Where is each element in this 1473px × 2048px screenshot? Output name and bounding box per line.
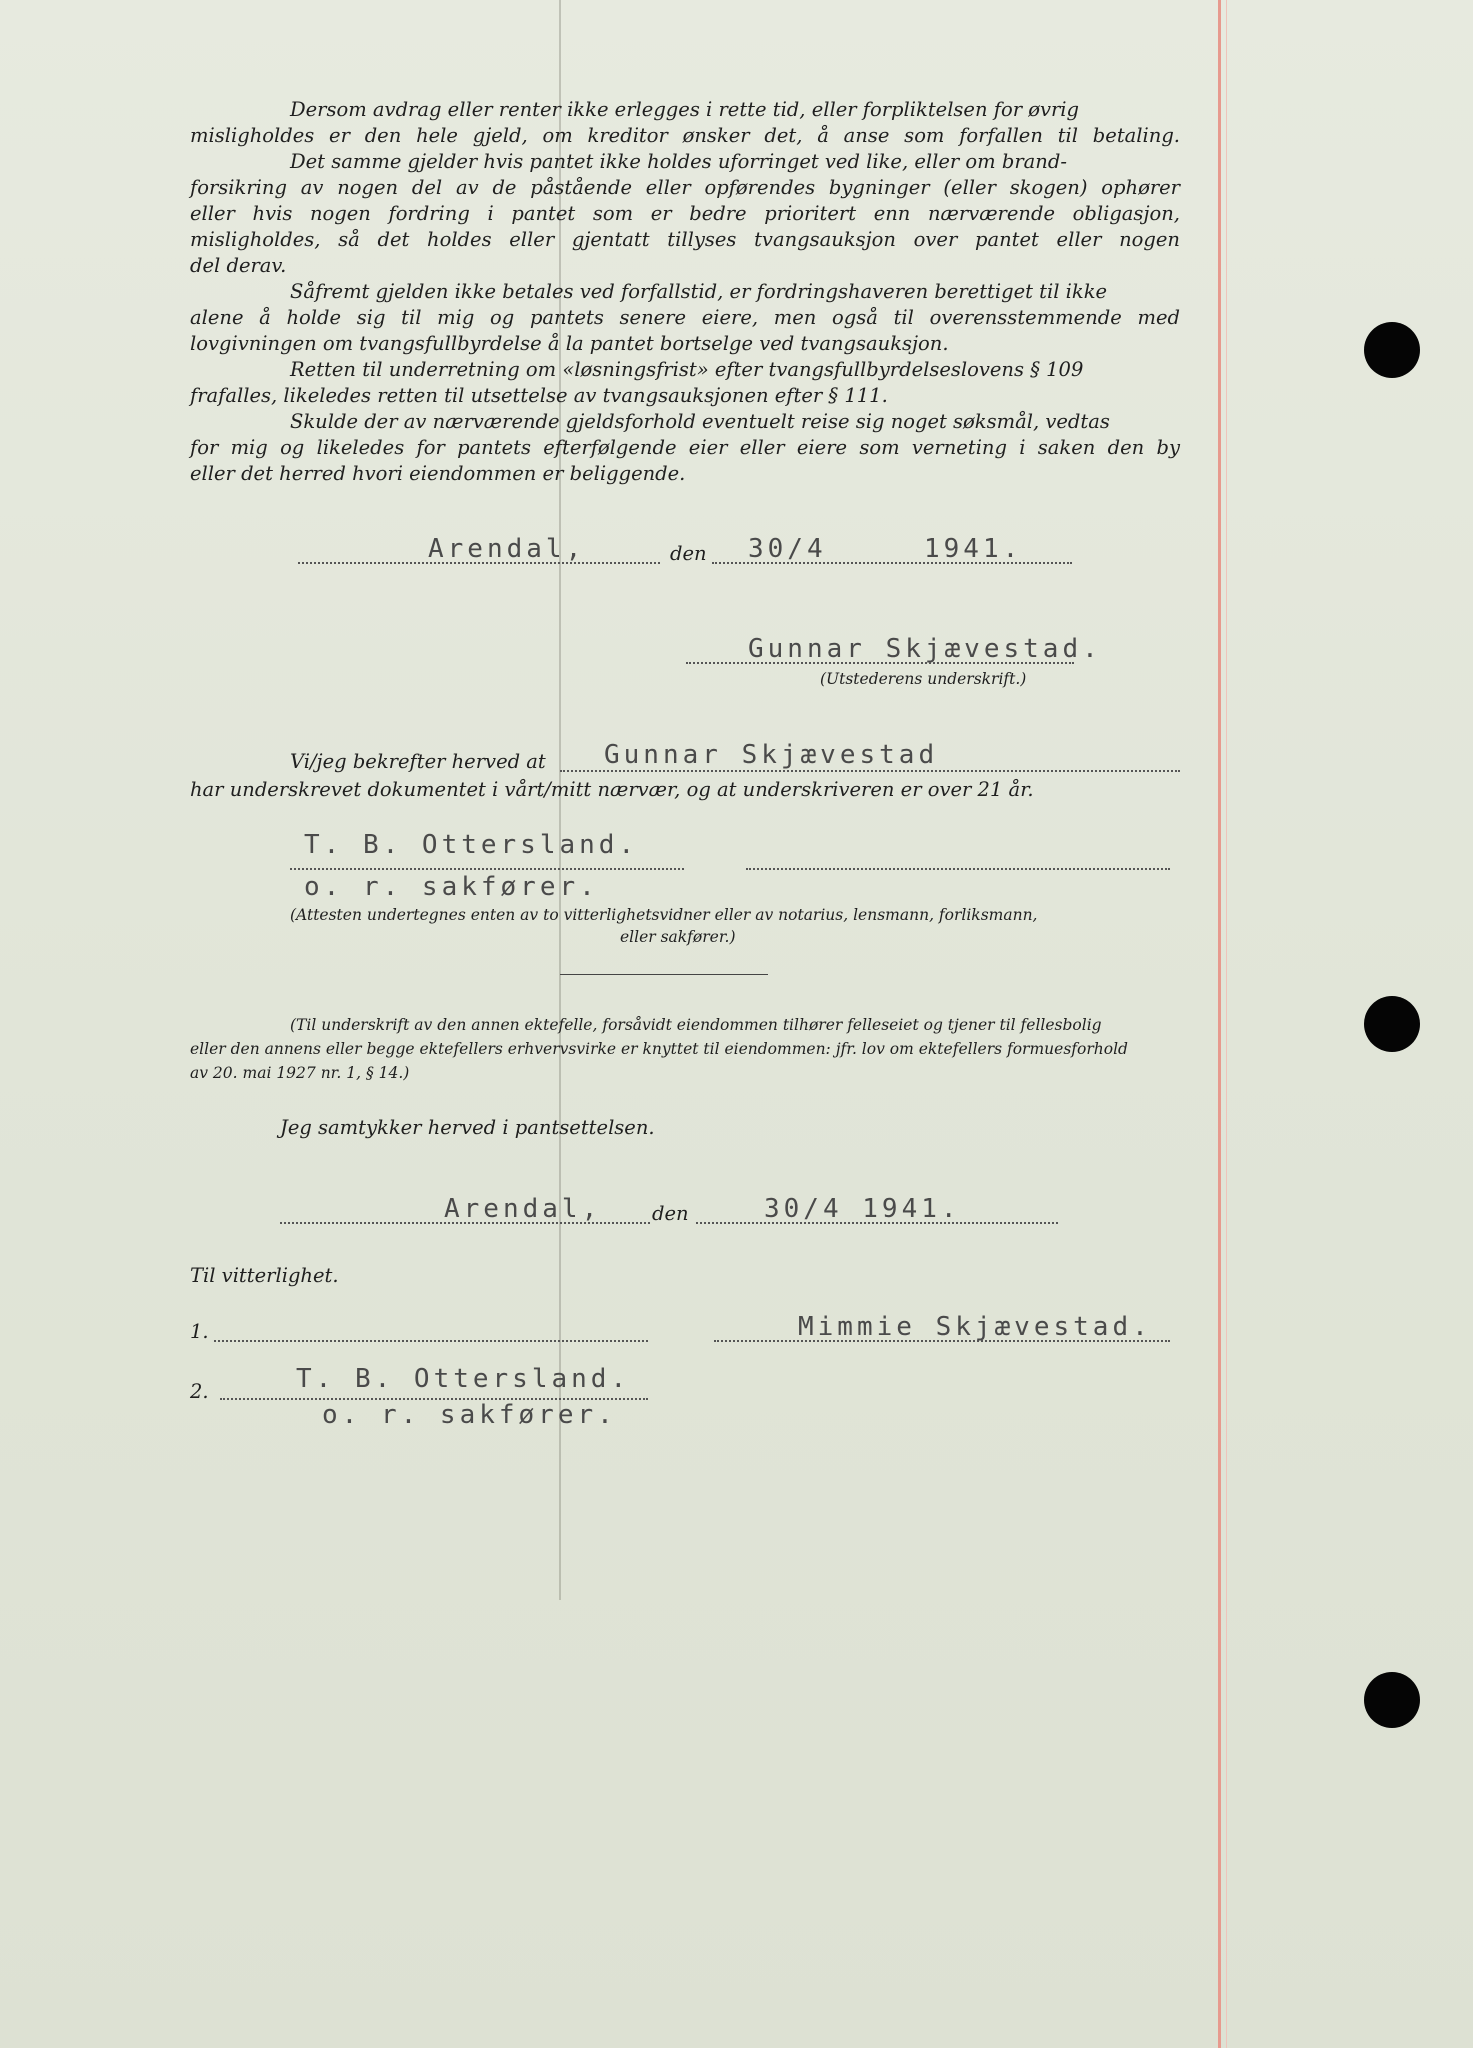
year-field: 1941. — [924, 534, 1023, 564]
punch-hole-middle — [1364, 996, 1420, 1052]
text-line: Skulde der av nærværende gjeldsforhold eventuelt reise sig noget søksmål, vedtas — [290, 410, 1110, 433]
signature-line — [290, 868, 684, 870]
attestation-note: (Attesten undertegnes enten av to vitterlighetsvidner eller av notarius, lensmann, forliksmann, — [290, 906, 1038, 924]
text-line: del derav. — [190, 254, 287, 277]
attestation-text: har underskrevet dokumentet i vårt/mitt nærvær, og at underskriveren er over 21 år. — [190, 778, 1034, 801]
issuer-caption: (Utstederens underskrift.) — [820, 670, 1027, 688]
red-margin-line-thin — [1226, 0, 1227, 2048]
place-field: Arendal, — [428, 534, 586, 564]
date-field: 30/4 — [748, 534, 827, 564]
witness-name: T. B. Ottersland. — [296, 1364, 631, 1394]
date-field: 30/4 1941. — [764, 1194, 961, 1224]
witness-heading: Til vitterlighet. — [190, 1264, 339, 1287]
dotted-line — [560, 770, 1180, 772]
text-line: misligholdes er den hele gjeld, om kreditor ønsker det, å anse som forfallen til betaling. — [190, 124, 1180, 147]
den-label: den — [652, 1202, 689, 1225]
text-line: Retten til underretning om «løsningsfrist» efter tvangsfullbyrdelseslovens § 109 — [290, 358, 1084, 381]
signer-name: Mimmie Skjævestad. — [798, 1312, 1152, 1342]
text-line: lovgivningen om tvangsfullbyrdelse å la pantet bortselge ved tvangsauksjon. — [190, 332, 949, 355]
witness-name: T. B. Ottersland. — [304, 830, 639, 860]
note-line: av 20. mai 1927 nr. 1, § 14.) — [190, 1064, 410, 1082]
signature-line — [214, 1340, 648, 1342]
text-line: eller hvis nogen fordring i pantet som er bedre prioritert enn nærværende obligasjon, — [190, 202, 1180, 225]
attestation-note: eller sakfører.) — [620, 928, 736, 946]
text-line: eller det herred hvori eiendommen er beliggende. — [190, 462, 686, 485]
witness-title: o. r. sakfører. — [322, 1400, 617, 1430]
red-margin-line — [1218, 0, 1221, 2048]
den-label: den — [670, 542, 707, 565]
text-line: for mig og likeledes for pantets efterfølgende eier eller eiere som verneting i saken den by — [190, 436, 1180, 459]
witness-number: 1. — [190, 1320, 209, 1343]
signature-line — [714, 1340, 1170, 1342]
text-line: misligholdes, så det holdes eller gjentatt tillyses tvangsauksjon over pantet eller nogen — [190, 228, 1180, 251]
text-line: forsikring av nogen del av de påstående eller opførendes bygninger (eller skogen) ophører — [190, 176, 1180, 199]
attested-name: Gunnar Skjævestad — [604, 740, 939, 770]
punch-hole-bottom — [1364, 1672, 1420, 1728]
note-line: eller den annens eller begge ektefellers erhvervsvirke er knyttet til eiendommen: jfr. lov om ektefellers formuesforhold — [190, 1040, 1128, 1058]
text-line: frafalles, likeledes retten til utsettelse av tvangsauksjonen efter § 111. — [190, 384, 888, 407]
text-line: Dersom avdrag eller renter ikke erlegges i rette tid, eller forpliktelsen for øvrig — [290, 98, 1080, 121]
text-line: Såfremt gjelden ikke betales ved forfallstid, er fordringshaveren berettiget til ikke — [290, 280, 1108, 303]
note-line: (Til underskrift av den annen ektefelle, forsåvidt eiendommen tilhører felleseiet og tjener til fellesbolig — [290, 1016, 1102, 1034]
signature-line — [746, 868, 1170, 870]
text-line: alene å holde sig til mig og pantets senere eiere, men også til overensstemmende med — [190, 306, 1180, 329]
attestation-prefix: Vi/jeg bekrefter herved at — [290, 750, 546, 773]
consent-text: Jeg samtykker herved i pantsettelsen. — [280, 1116, 655, 1139]
witness-number: 2. — [190, 1380, 209, 1403]
issuer-name: Gunnar Skjævestad. — [748, 634, 1102, 664]
text-line: Det samme gjelder hvis pantet ikke holdes uforringet ved like, eller om brand- — [290, 150, 1067, 173]
witness-title: o. r. sakfører. — [304, 872, 599, 902]
signature-line — [686, 662, 1074, 664]
divider — [560, 974, 768, 975]
place-field: Arendal, — [444, 1194, 602, 1224]
punch-hole-top — [1364, 322, 1420, 378]
